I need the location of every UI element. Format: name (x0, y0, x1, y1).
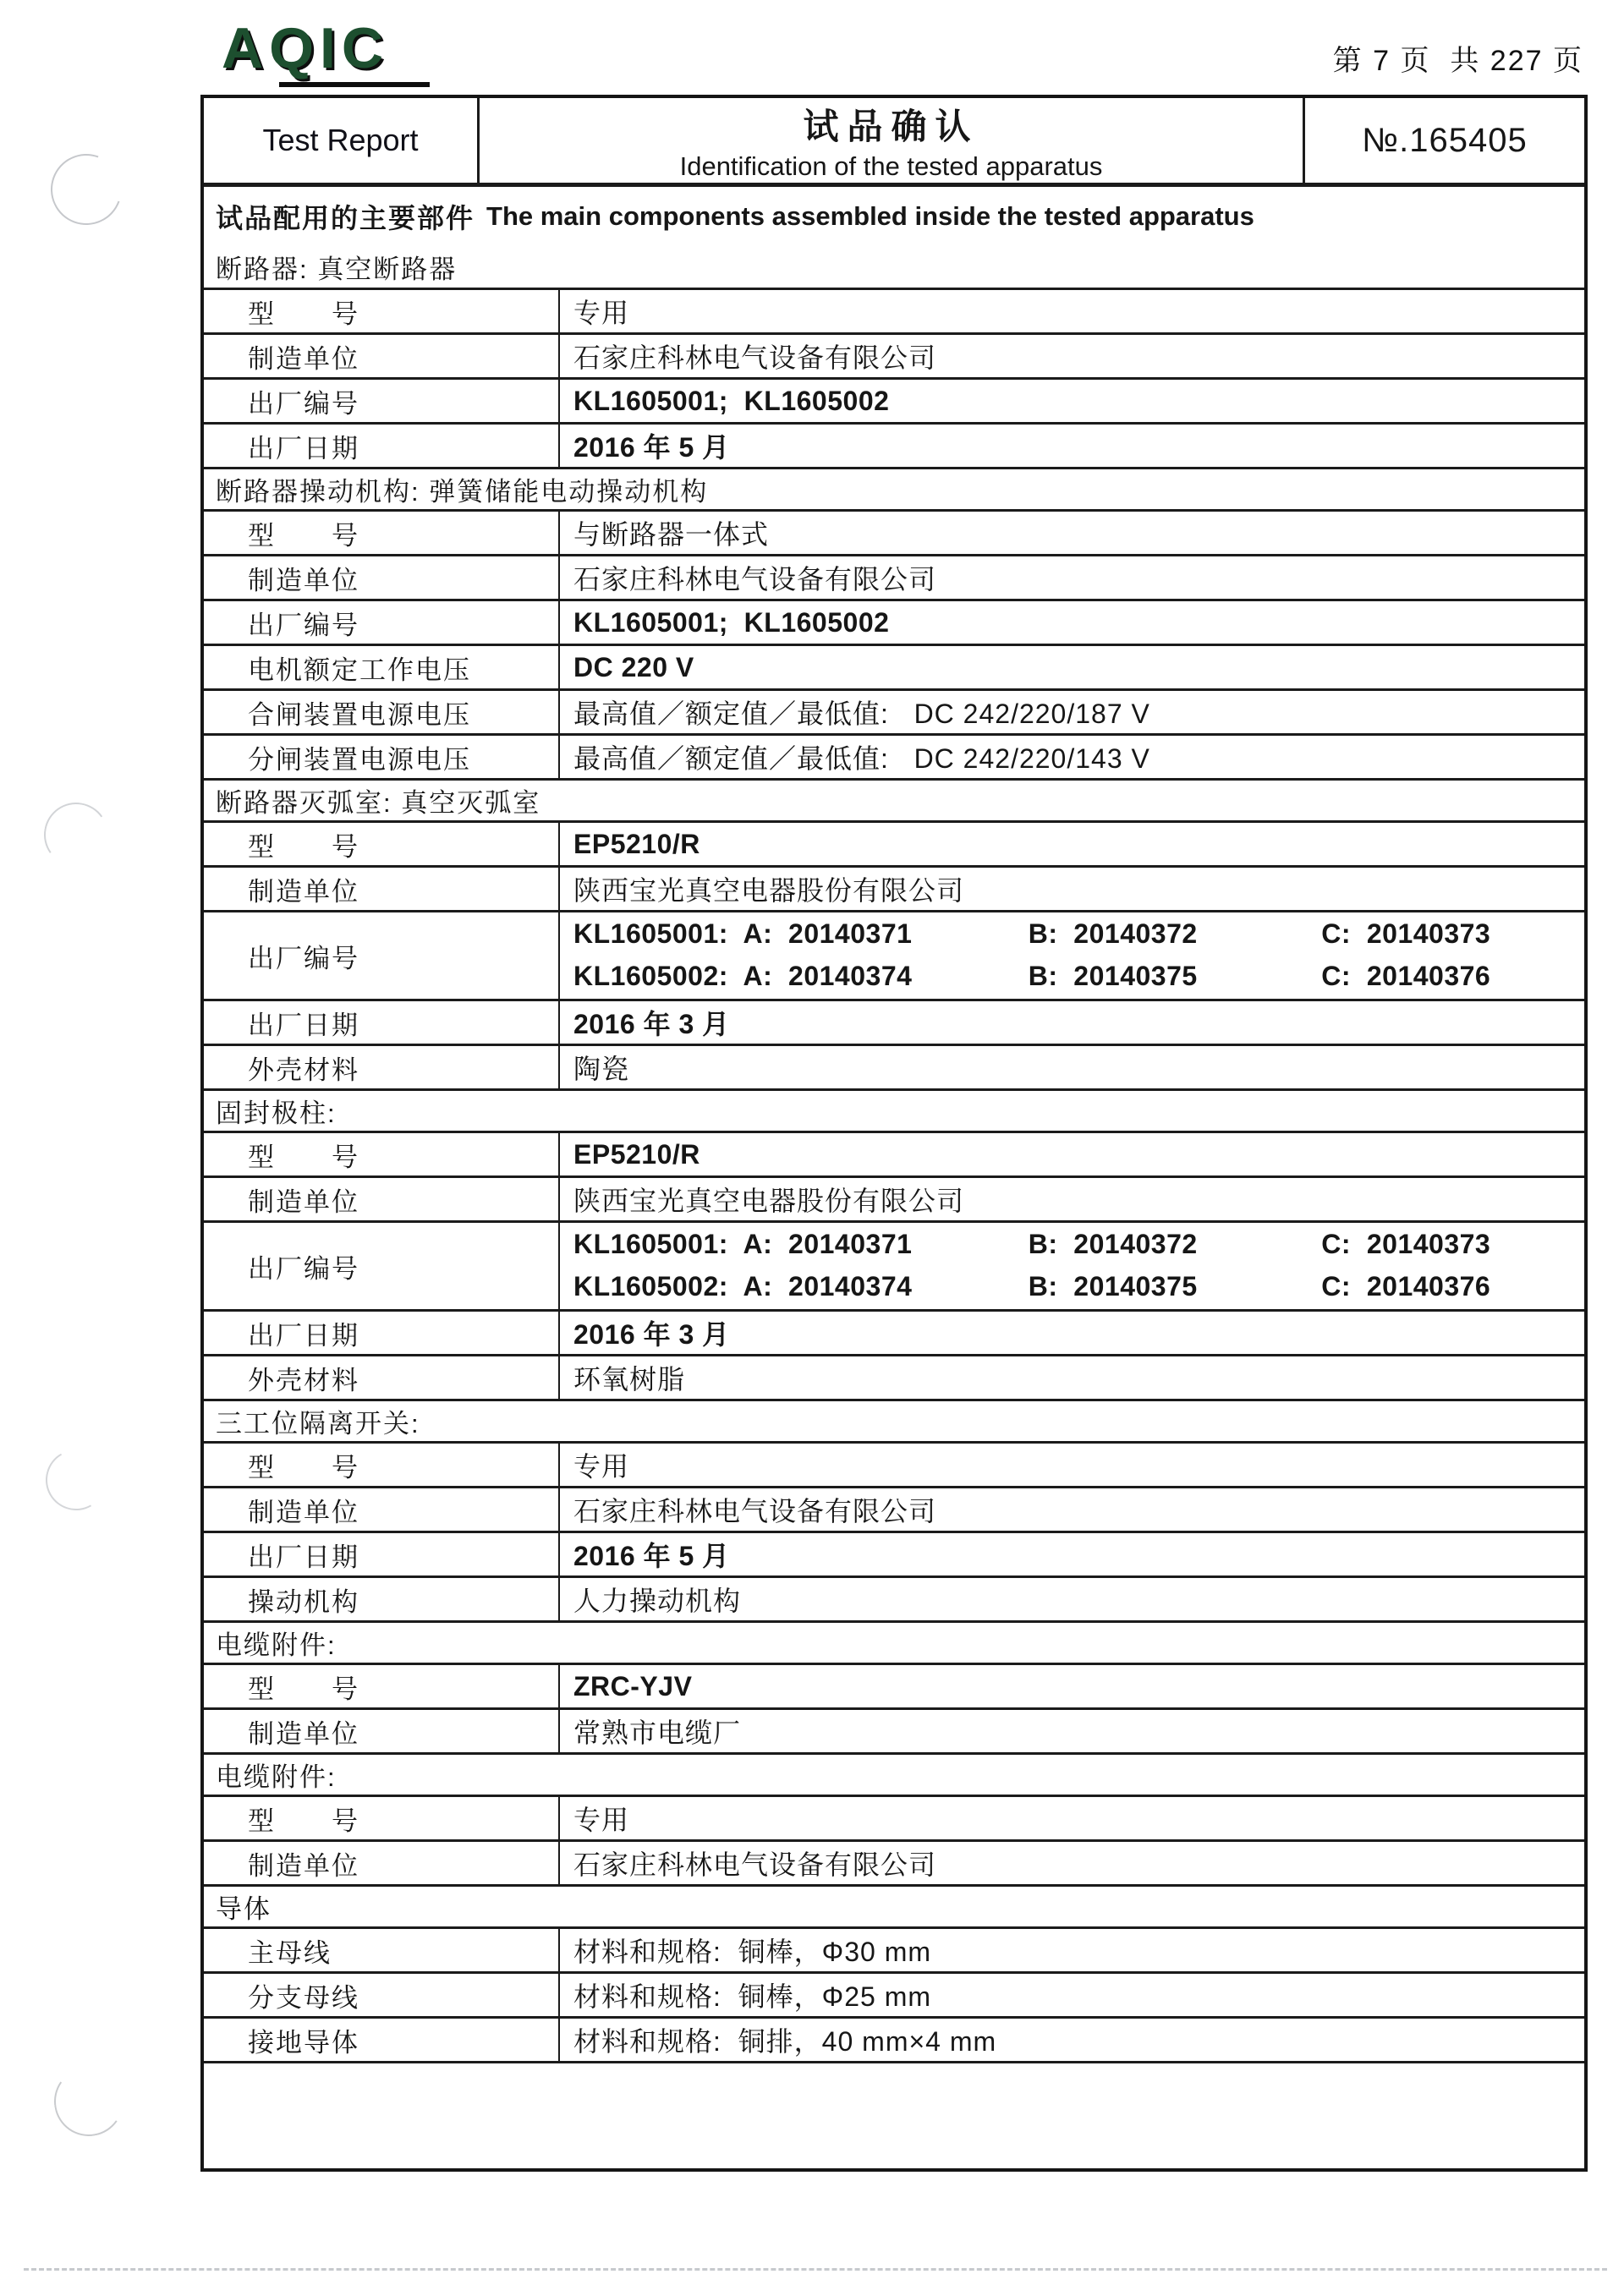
table-row (204, 1486, 1584, 1531)
section-title-row (204, 467, 1584, 509)
row-label: 制造单位 (248, 1497, 359, 1527)
section-title: 电缆附件: (216, 1762, 337, 1792)
row-label: 型 号 (248, 1452, 359, 1482)
serial-number-part: B: 20140372 (1028, 918, 1198, 950)
row-label: 合闸装置电源电压 (248, 699, 471, 730)
row-value: KL1605001; KL1605002 (558, 601, 1584, 644)
row-label: 出厂编号 (248, 1253, 359, 1284)
scan-artifact-line (24, 2268, 1607, 2271)
row-value: 最高值／额定值／最低值: DC 242/220/187 V (558, 691, 1584, 733)
serial-number-part: KL1605002: A: 20140374 (573, 1271, 913, 1301)
report-table (200, 95, 1588, 2172)
row-label: 出厂编号 (248, 388, 359, 419)
row-value: EP5210/R (558, 1133, 1584, 1175)
table-row (204, 554, 1584, 599)
page-title-en: Identification of the tested apparatus (679, 151, 1103, 181)
row-label: 主母线 (248, 1937, 332, 1968)
section-title-row (204, 245, 1584, 288)
table-row (204, 1926, 1584, 1971)
serial-number-part: KL1605001: A: 20140371 (573, 1229, 913, 1260)
row-label: 制造单位 (248, 343, 359, 374)
row-label: 外壳材料 (248, 1365, 359, 1395)
serial-number-part: C: 20140373 (1321, 918, 1491, 950)
row-label: 制造单位 (248, 1186, 359, 1217)
row-value: EP5210/R (558, 823, 1584, 865)
table-row (204, 1575, 1584, 1620)
binder-hole-icon (49, 2062, 129, 2142)
table-row (204, 1175, 1584, 1220)
table-row (204, 288, 1584, 332)
section-title: 断路器操动机构: 弹簧储能电动操动机构 (216, 477, 709, 507)
row-label: 出厂编号 (248, 943, 359, 973)
table-row (204, 644, 1584, 688)
table-row (204, 1441, 1584, 1486)
row-value: 2016 年 5 月 (558, 425, 1584, 467)
table-row (204, 422, 1584, 467)
row-label: 出厂日期 (248, 1542, 359, 1572)
table-row (204, 1663, 1584, 1707)
row-value: 常熟市电缆厂 (558, 1710, 1584, 1752)
table-row (204, 1044, 1584, 1088)
binder-hole-icon (39, 797, 113, 872)
table-row (204, 1354, 1584, 1399)
table-row (204, 1839, 1584, 1884)
row-value: 石家庄科林电气设备有限公司 (558, 335, 1584, 377)
row-label: 型 号 (248, 520, 359, 551)
serial-number-part: B: 20140375 (1028, 1271, 1198, 1301)
row-label: 分闸装置电源电压 (248, 744, 471, 775)
serial-number-part: C: 20140373 (1321, 1229, 1491, 1260)
serial-number-part: B: 20140375 (1028, 961, 1198, 991)
row-value (558, 912, 1584, 999)
serial-number-line (573, 1224, 1584, 1266)
row-label: 接地导体 (248, 2027, 359, 2058)
row-label: 制造单位 (248, 565, 359, 595)
row-value: 陶瓷 (558, 1046, 1584, 1088)
section-title: 导体 (216, 1894, 272, 1924)
section-title-row (204, 1088, 1584, 1131)
row-label: 制造单位 (248, 1850, 359, 1881)
table-row (204, 865, 1584, 910)
row-label: 出厂日期 (248, 1010, 359, 1040)
row-value (558, 1223, 1584, 1309)
serial-number-part: KL1605001: A: 20140371 (573, 918, 913, 950)
section-title: 断路器灭弧室: 真空灭弧室 (216, 788, 541, 818)
table-row (204, 599, 1584, 644)
row-value: KL1605001; KL1605002 (558, 380, 1584, 422)
table-row (204, 1220, 1584, 1309)
row-value: 专用 (558, 1444, 1584, 1486)
table-row (204, 733, 1584, 778)
page-number: 第 7 页 共 227 页 (1332, 45, 1583, 77)
row-value: 专用 (558, 290, 1584, 332)
row-value: 石家庄科林电气设备有限公司 (558, 1488, 1584, 1531)
table-row (204, 2016, 1584, 2061)
serial-number-line (573, 1266, 1584, 1308)
row-value: 2016 年 5 月 (558, 1533, 1584, 1575)
serial-number-part: KL1605002: A: 20140374 (573, 961, 913, 991)
row-value: 材料和规格: 铜排，40 mm×4 mm (558, 2019, 1584, 2061)
row-label: 型 号 (248, 831, 359, 862)
serial-number-part: B: 20140372 (1028, 1229, 1198, 1260)
table-header-row (204, 98, 1584, 183)
serial-number-part: C: 20140376 (1321, 1271, 1491, 1301)
table-row (204, 910, 1584, 999)
main-components-label-en: The main components assembled inside the tested apparatus (486, 200, 1254, 231)
table-row (204, 1309, 1584, 1354)
table-row (204, 1531, 1584, 1575)
section-title-row (204, 1399, 1584, 1441)
row-label: 型 号 (248, 299, 359, 329)
table-row (204, 509, 1584, 554)
empty-row (204, 2061, 1584, 2168)
table-row (204, 688, 1584, 733)
row-value: 最高值／额定值／最低值: DC 242/220/143 V (558, 736, 1584, 778)
section-title: 电缆附件: (216, 1630, 337, 1660)
main-components-row (204, 183, 1584, 245)
row-value: 材料和规格: 铜棒，Φ25 mm (558, 1974, 1584, 2016)
row-value: 2016 年 3 月 (558, 1312, 1584, 1354)
serial-number-part: C: 20140376 (1321, 961, 1491, 991)
row-value: 环氧树脂 (558, 1356, 1584, 1399)
table-row (204, 820, 1584, 865)
header-title-cell (477, 98, 1305, 183)
page-title-cn: 试品确认 (803, 107, 979, 146)
logo-underline (279, 82, 430, 87)
table-row (204, 1131, 1584, 1175)
row-value: DC 220 V (558, 646, 1584, 688)
row-value: 2016 年 3 月 (558, 1001, 1584, 1044)
row-value: 材料和规格: 铜棒，Φ30 mm (558, 1929, 1584, 1971)
table-row (204, 332, 1584, 377)
section-title-row (204, 1620, 1584, 1663)
header-test-report: Test Report (262, 123, 419, 157)
aqic-logo: AQIC (222, 16, 389, 80)
section-title-row (204, 1884, 1584, 1926)
table-row (204, 377, 1584, 422)
report-number: №.165405 (1362, 121, 1528, 159)
binder-hole-icon (39, 1443, 113, 1517)
row-label: 分支母线 (248, 1982, 359, 2013)
row-label: 外壳材料 (248, 1055, 359, 1085)
table-row (204, 1707, 1584, 1752)
section-title: 固封极柱: (216, 1099, 337, 1128)
section-title-row (204, 1752, 1584, 1795)
row-label: 操动机构 (248, 1586, 359, 1617)
table-row (204, 999, 1584, 1044)
row-label: 出厂日期 (248, 1320, 359, 1351)
row-value: 陕西宝光真空电器股份有限公司 (558, 868, 1584, 910)
row-label: 型 号 (248, 1142, 359, 1172)
section-title: 三工位隔离开关: (216, 1409, 420, 1438)
row-value: 陕西宝光真空电器股份有限公司 (558, 1178, 1584, 1220)
row-label: 制造单位 (248, 876, 359, 907)
serial-number-line (573, 956, 1584, 998)
row-label: 出厂编号 (248, 610, 359, 640)
row-label: 制造单位 (248, 1718, 359, 1749)
row-value: ZRC-YJV (558, 1665, 1584, 1707)
serial-number-line (573, 913, 1584, 956)
main-components-label-cn: 试品配用的主要部件 (216, 202, 475, 233)
row-label: 出厂日期 (248, 433, 359, 463)
row-label: 型 号 (248, 1674, 359, 1704)
row-label: 电机额定工作电压 (248, 655, 471, 685)
row-value: 与断路器一体式 (558, 512, 1584, 554)
binder-hole-icon (39, 142, 134, 237)
row-value: 石家庄科林电气设备有限公司 (558, 1842, 1584, 1884)
table-row (204, 1971, 1584, 2016)
row-label: 型 号 (248, 1806, 359, 1836)
row-value: 石家庄科林电气设备有限公司 (558, 556, 1584, 599)
table-row (204, 1795, 1584, 1839)
section-title-row (204, 778, 1584, 820)
row-value: 专用 (558, 1797, 1584, 1839)
section-title: 断路器: 真空断路器 (216, 254, 458, 284)
row-value: 人力操动机构 (558, 1578, 1584, 1620)
